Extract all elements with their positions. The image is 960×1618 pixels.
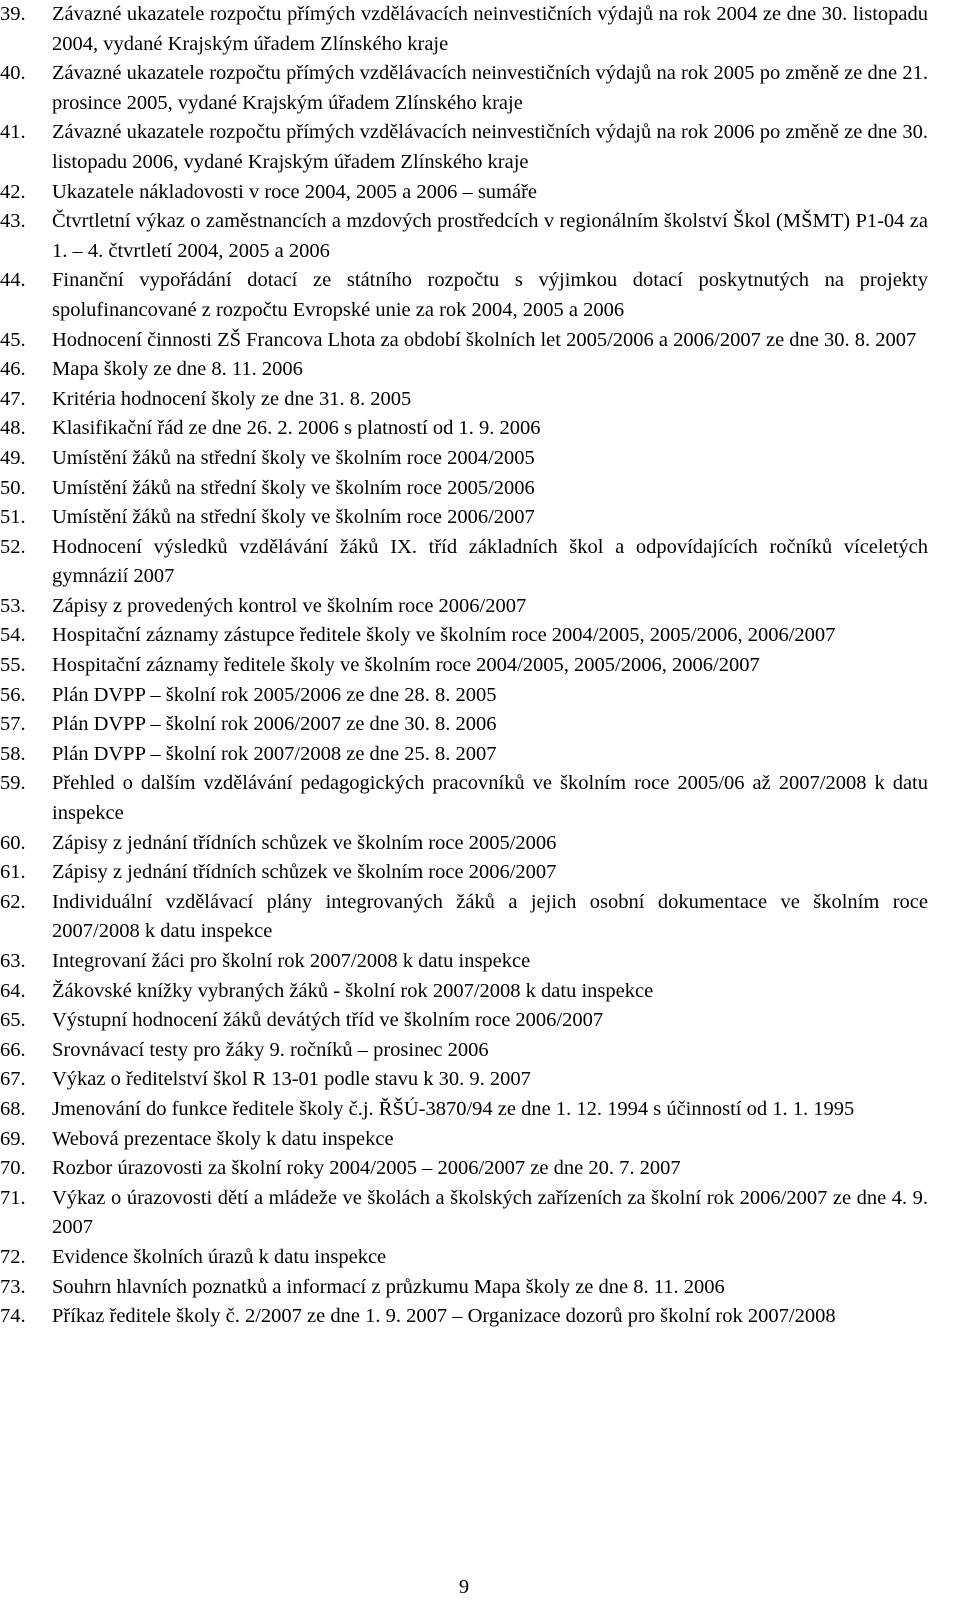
- list-item-text: Ukazatele nákladovosti v roce 2004, 2005 a 2006 – sumáře: [52, 180, 538, 203]
- list-item: [0, 769, 928, 828]
- list-item-text: Umístění žáků na střední školy ve školním roce 2005/2006: [52, 476, 535, 499]
- list-item-text: Individuální vzdělávací plány integrovaných žáků a jejich osobní dokumentace ve školním roce 2007/2008 k datu inspekce: [52, 890, 928, 943]
- list-item-text: Jmenování do funkce ředitele školy č.j. ŘŠÚ-3870/94 ze dne 1. 12. 1994 s účinností od 1. 1. 1995: [52, 1097, 855, 1120]
- list-item: [0, 1273, 928, 1303]
- list-item-number: 40.: [0, 62, 26, 85]
- list-item-number: 57.: [0, 713, 26, 736]
- list-item: [0, 118, 928, 177]
- list-item: [0, 947, 928, 977]
- list-item-text: Hospitační záznamy ředitele školy ve školním roce 2004/2005, 2005/2006, 2006/2007: [52, 654, 760, 677]
- list-item-text: Souhrn hlavních poznatků a informací z průzkumu Mapa školy ze dne 8. 11. 2006: [52, 1275, 725, 1298]
- list-item-number: 65.: [0, 1009, 26, 1032]
- list-item: [0, 444, 928, 474]
- list-item-text: Výkaz o ředitelství škol R 13-01 podle stavu k 30. 9. 2007: [52, 1068, 531, 1091]
- list-item-text: Finanční vypořádání dotací ze státního rozpočtu s výjimkou dotací poskytnutých na projekty spolufinancované z rozpočtu Evropské unie za rok 2004, 2005 a 2006: [52, 269, 928, 321]
- page-number: 9: [458, 1576, 470, 1598]
- list-item-text: Rozbor úrazovosti za školní roky 2004/2005 – 2006/2007 ze dne 20. 7. 2007: [52, 1157, 681, 1180]
- list-item-text: Žákovské knížky vybraných žáků - školní rok 2007/2008 k datu inspekce: [52, 979, 654, 1002]
- list-item-number: 62.: [0, 890, 26, 913]
- list-item: [0, 977, 928, 1007]
- list-item-text: Klasifikační řád ze dne 26. 2. 2006 s platností od 1. 9. 2006: [52, 417, 541, 440]
- list-item: [0, 503, 928, 533]
- list-item-number: 43.: [0, 210, 26, 233]
- list-item-number: 49.: [0, 446, 26, 469]
- list-item: [0, 474, 928, 504]
- list-item: [0, 178, 928, 208]
- list-item: [0, 829, 928, 859]
- list-item-text: Závazné ukazatele rozpočtu přímých vzdělávacích neinvestičních výdajů na rok 2006 po změně ze dne 30. listopadu 2006, vydané Krajským úřadem Zlínského kraje: [52, 121, 928, 173]
- list-item: [0, 59, 928, 118]
- list-item: [0, 621, 928, 651]
- list-item-text: Umístění žáků na střední školy ve školním roce 2006/2007: [52, 506, 535, 529]
- list-item-number: 59.: [0, 772, 26, 795]
- list-item-number: 50.: [0, 476, 26, 499]
- list-item: [0, 414, 928, 444]
- list-item-text: Kritéria hodnocení školy ze dne 31. 8. 2005: [52, 387, 412, 410]
- list-item-number: 71.: [0, 1186, 26, 1209]
- list-item-number: 52.: [0, 535, 26, 558]
- list-item-number: 45.: [0, 328, 26, 351]
- list-item-number: 72.: [0, 1245, 26, 1268]
- list-item-text: Plán DVPP – školní rok 2005/2006 ze dne 28. 8. 2005: [52, 683, 497, 706]
- list-item: [0, 385, 928, 415]
- list-item-text: Výkaz o úrazovosti dětí a mládeže ve školách a školských zařízeních za školní rok 2006/2007 ze dne 4. 9. 2007: [52, 1186, 928, 1239]
- list-item-text: Umístění žáků na střední školy ve školním roce 2004/2005: [52, 446, 535, 469]
- list-item-number: 46.: [0, 358, 26, 381]
- list-item-text: Mapa školy ze dne 8. 11. 2006: [52, 358, 303, 381]
- list-item-text: Přehled o dalším vzdělávání pedagogických pracovníků ve školním roce 2005/06 až 2007/2008 k datu inspekce: [52, 772, 928, 825]
- list-item-number: 39.: [0, 3, 26, 25]
- list-item-number: 51.: [0, 506, 26, 529]
- list-item-text: Závazné ukazatele rozpočtu přímých vzdělávacích neinvestičních výdajů na rok 2004 ze dne 30. listopadu 2004, vydané Krajským úřadem Zlínského kraje: [52, 3, 928, 55]
- list-item-text: Webová prezentace školy k datu inspekce: [52, 1127, 394, 1150]
- list-item-number: 47.: [0, 387, 26, 410]
- list-item: [0, 1125, 928, 1155]
- list-item-text: Integrovaní žáci pro školní rok 2007/2008 k datu inspekce: [52, 950, 531, 972]
- list-item-number: 41.: [0, 121, 26, 144]
- list-item-text: Čtvrtletní výkaz o zaměstnancích a mzdových prostředcích v regionálním školství Škol (MŠMT) P1-04 za 1. – 4. čtvrtletí 2004, 2005 a 2006: [52, 210, 928, 262]
- list-item-text: Srovnávací testy pro žáky 9. ročníků – prosinec 2006: [52, 1038, 489, 1061]
- list-item: [0, 0, 928, 59]
- list-item: [0, 1302, 928, 1332]
- list-item: [0, 266, 928, 325]
- list-item-number: 69.: [0, 1127, 26, 1150]
- list-item: [0, 355, 928, 385]
- list-item: [0, 740, 928, 770]
- list-item-text: Závazné ukazatele rozpočtu přímých vzdělávacích neinvestičních výdajů na rok 2005 po změně ze dne 21. prosince 2005, vydané Krajským úřadem Zlínského kraje: [52, 62, 928, 114]
- list-item-text: Evidence školních úrazů k datu inspekce: [52, 1245, 387, 1268]
- list-item-number: 67.: [0, 1068, 26, 1091]
- list-item-number: 44.: [0, 269, 26, 292]
- list-item-number: 56.: [0, 683, 26, 706]
- list-item-text: Výstupní hodnocení žáků devátých tříd ve školním roce 2006/2007: [52, 1009, 604, 1032]
- list-item-text: Zápisy z provedených kontrol ve školním roce 2006/2007: [52, 594, 527, 617]
- list-item-text: Plán DVPP – školní rok 2006/2007 ze dne 30. 8. 2006: [52, 713, 497, 736]
- list-item: [0, 1095, 928, 1125]
- list-item: [0, 858, 928, 888]
- list-item-number: 42.: [0, 180, 26, 203]
- list-item-number: 61.: [0, 861, 26, 884]
- list-item: [0, 533, 928, 592]
- list-item-number: 58.: [0, 742, 26, 765]
- list-item-number: 73.: [0, 1275, 26, 1298]
- list-item: [0, 1184, 928, 1243]
- list-item: [0, 1036, 928, 1066]
- list-item: [0, 888, 928, 947]
- list-item-number: 74.: [0, 1305, 26, 1328]
- list-item-number: 64.: [0, 979, 26, 1002]
- list-item-text: Zápisy z jednání třídních schůzek ve školním roce 2005/2006: [52, 831, 557, 854]
- list-item: [0, 1154, 928, 1184]
- list-item-text: Zápisy z jednání třídních schůzek ve školním roce 2006/2007: [52, 861, 557, 884]
- list-item-text: Plán DVPP – školní rok 2007/2008 ze dne 25. 8. 2007: [52, 742, 497, 765]
- list-item: [0, 1065, 928, 1095]
- list-item: [0, 710, 928, 740]
- list-item: [0, 207, 928, 266]
- list-item-number: 66.: [0, 1038, 26, 1061]
- list-item-text: Hodnocení činnosti ZŠ Francova Lhota za období školních let 2005/2006 a 2006/2007 ze dne 30. 8. 2007: [52, 328, 917, 351]
- list-item-number: 48.: [0, 417, 26, 440]
- list-item: [0, 1243, 928, 1273]
- list-item-number: 55.: [0, 654, 26, 677]
- list-item: [0, 326, 928, 356]
- list-item: [0, 651, 928, 681]
- list-item: [0, 1006, 928, 1036]
- list-item-number: 70.: [0, 1157, 26, 1180]
- list-item-text: Hospitační záznamy zástupce ředitele školy ve školním roce 2004/2005, 2005/2006, 2006/2007: [52, 624, 836, 647]
- list-item-number: 68.: [0, 1097, 26, 1120]
- list-item-text: Hodnocení výsledků vzdělávání žáků IX. tříd základních škol a odpovídajících ročníků víceletých gymnázií 2007: [52, 535, 928, 588]
- list-item-number: 53.: [0, 594, 26, 617]
- list-item: [0, 592, 928, 622]
- list-item-number: 54.: [0, 624, 26, 647]
- list-item-number: 63.: [0, 950, 26, 972]
- list-item: [0, 681, 928, 711]
- list-item-number: 60.: [0, 831, 26, 854]
- list-item-text: Příkaz ředitele školy č. 2/2007 ze dne 1. 9. 2007 – Organizace dozorů pro školní rok 2007/2008: [52, 1305, 836, 1328]
